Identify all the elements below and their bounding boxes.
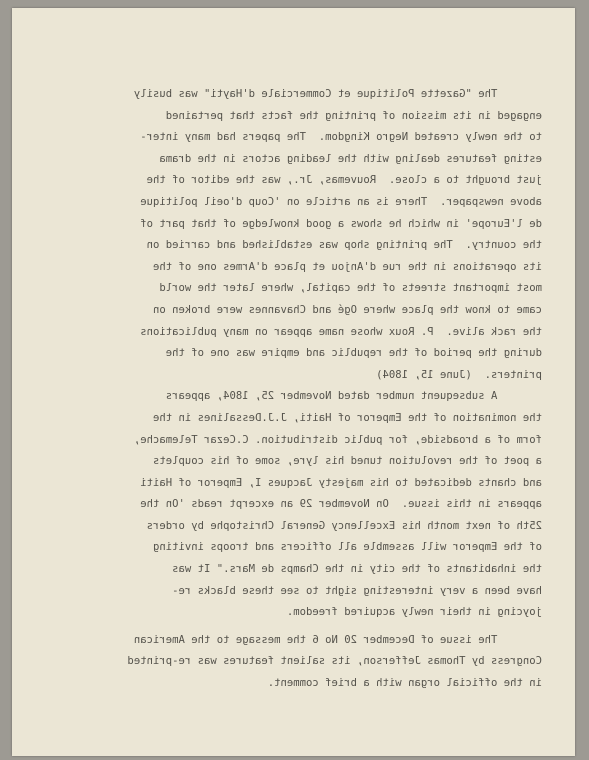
text-line: to the newly created Negro Kingdom. The papers had many inter-: [140, 131, 542, 144]
page-text: [62, 84, 542, 695]
text-line: the rack alive. P. Roux whose name appear on many publications: [140, 325, 542, 338]
text-line: esting features dealing with the leading actors in the drama: [159, 152, 542, 165]
text-line: the country. The printing shop was established and carried on: [146, 239, 542, 252]
text-line: the nomination of the Emperor of Haiti, J.J.Dessalines in the: [152, 411, 542, 424]
text-line: its operations in the rue d'Anjou et place d'Armes one of the: [152, 260, 542, 273]
text-line: have been a very interesting sight to see these blacks re-: [172, 584, 542, 597]
text-line: form of a broadside, for public distribution. C.Cezar Telemache,: [133, 433, 542, 446]
text-line: of the Emperor will assemble all officers and troops inviting: [152, 541, 542, 554]
text-line: above newspaper. There is an article on 'Coup d'oeil politique: [140, 195, 542, 208]
text-line: A subsequent number dated November 25, 1804, appears: [165, 390, 542, 403]
text-line: just brought to a close. Rouvemas, Jr., was the editor of the: [146, 174, 542, 187]
text-line: and chants dedicated to his majesty Jacques I, Emperor of Haiti: [140, 476, 542, 489]
text-line: The "Gazette Politique et Commerciale d'Hayti" was busily: [133, 88, 542, 100]
text-line: a poet of the revolution tuned his lyre, some of his couplets: [152, 455, 542, 468]
text-line: Congress by Thomas Jefferson, its salient features was re-printed: [127, 655, 542, 668]
text-line: joycing in their newly acquired freedom.: [286, 606, 542, 619]
text-line: most important streets of the capital, where later the world: [159, 282, 542, 295]
text-line: printers. (June 15, 1804): [376, 368, 542, 381]
text-line: in the official organ with a brief comment.: [267, 677, 542, 690]
text-line: engaged in its mission of printing the facts that pertained: [165, 109, 542, 122]
typewritten-page: [12, 8, 575, 756]
text-line: The issue of December 20 No 6 the message to the American: [133, 633, 542, 646]
text-line: came to know the place where Ogé and Chavannes were broken on: [152, 303, 542, 316]
text-line: the inhabitants of the city in the Champs de Mars." It was: [172, 563, 542, 576]
text-line: appears in this issue. On November 29 an excerpt reads 'On the: [140, 498, 542, 511]
text-line: 25th of next month his Excellency General Christophe by orders: [146, 519, 542, 532]
text-line: de l'Europe' in which he shows a good knowledge of that part of: [140, 217, 542, 230]
text-line: during the period of the republic and empire was one of the: [165, 347, 542, 360]
